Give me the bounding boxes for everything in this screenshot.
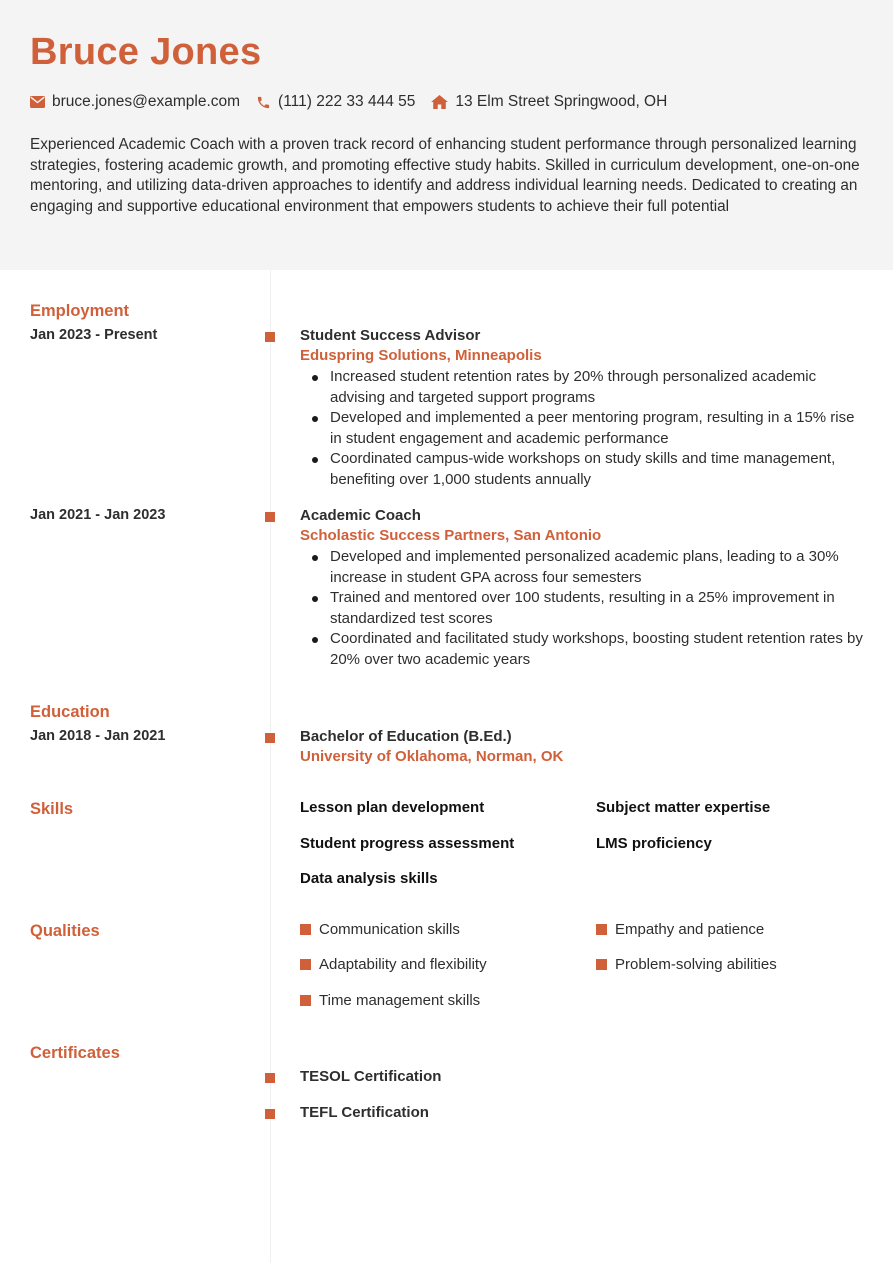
contact-row	[30, 92, 683, 112]
section-title-employment: Employment	[30, 302, 130, 320]
quality-item	[596, 956, 777, 973]
job-dates: Jan 2023 - Present	[30, 327, 158, 343]
job-title: Academic Coach	[300, 507, 421, 524]
degree-title: Bachelor of Education (B.Ed.)	[300, 728, 512, 745]
certificate-item: TEFL Certification	[300, 1104, 429, 1121]
square-bullet-icon	[300, 995, 311, 1006]
timeline-marker	[265, 512, 275, 522]
job-dates: Jan 2021 - Jan 2023	[30, 507, 166, 523]
quality-label: Empathy and patience	[615, 921, 765, 938]
home-icon	[431, 95, 448, 109]
job-bullets	[300, 547, 865, 670]
candidate-name: Bruce Jones	[30, 31, 262, 73]
contact-address	[431, 93, 667, 111]
email-text: bruce.jones@example.com	[52, 93, 241, 110]
skill-item: Student progress assessment	[300, 835, 515, 852]
quality-label: Communication skills	[319, 921, 460, 938]
quality-label: Problem-solving abilities	[615, 956, 777, 973]
phone-icon	[256, 95, 271, 110]
address-text: 13 Elm Street Springwood, OH	[455, 93, 668, 110]
school-name: University of Oklahoma, Norman, OK	[300, 748, 564, 765]
contact-phone[interactable]	[256, 93, 415, 111]
square-bullet-icon	[596, 959, 607, 970]
section-title-education: Education	[30, 703, 110, 721]
job-company: Eduspring Solutions, Minneapolis	[300, 347, 542, 364]
section-title-qualities: Qualities	[30, 922, 100, 940]
timeline-marker	[265, 332, 275, 342]
certificate-item: TESOL Certification	[300, 1068, 442, 1085]
envelope-icon	[30, 96, 45, 108]
list-item: Coordinated campus-wide workshops on study skills and time management, benefiting over 1,000 students annually	[300, 449, 865, 490]
profile-summary: Experienced Academic Coach with a proven track record of enhancing student performance through personalized learning strategies, fostering academic growth, and promoting effective study habits. Skilled in curriculum development, one-on-one mentoring, and utilizing data-driven approaches to identify and address individual learning needs. Dedicated to creating an engaging and supportive educational environment that empowers students to achieve their full potential	[30, 136, 860, 215]
job-title: Student Success Advisor	[300, 327, 481, 344]
quality-item	[596, 921, 764, 938]
contact-email[interactable]	[30, 93, 240, 111]
phone-text: (111) 222 33 444 55	[278, 93, 416, 110]
timeline-marker	[265, 1109, 275, 1119]
square-bullet-icon	[300, 924, 311, 935]
section-title-skills: Skills	[30, 800, 74, 818]
quality-label: Adaptability and flexibility	[319, 956, 487, 973]
job-company: Scholastic Success Partners, San Antonio	[300, 527, 602, 544]
skill-item: Lesson plan development	[300, 799, 485, 816]
timeline-marker	[265, 733, 275, 743]
list-item: Coordinated and facilitated study workshops, boosting student retention rates by 20% over two academic years	[300, 629, 865, 670]
list-item: Increased student retention rates by 20% through personalized academic advising and targeted support programs	[300, 367, 865, 408]
square-bullet-icon	[596, 924, 607, 935]
timeline-marker	[265, 1073, 275, 1083]
section-title-certificates: Certificates	[30, 1044, 120, 1062]
skill-item: Data analysis skills	[300, 870, 438, 887]
list-item: Developed and implemented a peer mentoring program, resulting in a 15% rise in student engagement and academic performance	[300, 408, 865, 449]
skill-item: Subject matter expertise	[596, 799, 771, 816]
skill-item: LMS proficiency	[596, 835, 712, 852]
job-bullets	[300, 367, 865, 490]
list-item: Developed and implemented personalized academic plans, leading to a 30% increase in student GPA across four semesters	[300, 547, 865, 588]
quality-item	[300, 921, 460, 938]
resume-header	[0, 0, 893, 270]
quality-item	[300, 956, 487, 973]
quality-item	[300, 992, 480, 1009]
square-bullet-icon	[300, 959, 311, 970]
education-dates: Jan 2018 - Jan 2021	[30, 728, 166, 744]
quality-label: Time management skills	[319, 992, 481, 1009]
list-item: Trained and mentored over 100 students, resulting in a 25% improvement in standardized test scores	[300, 588, 865, 629]
